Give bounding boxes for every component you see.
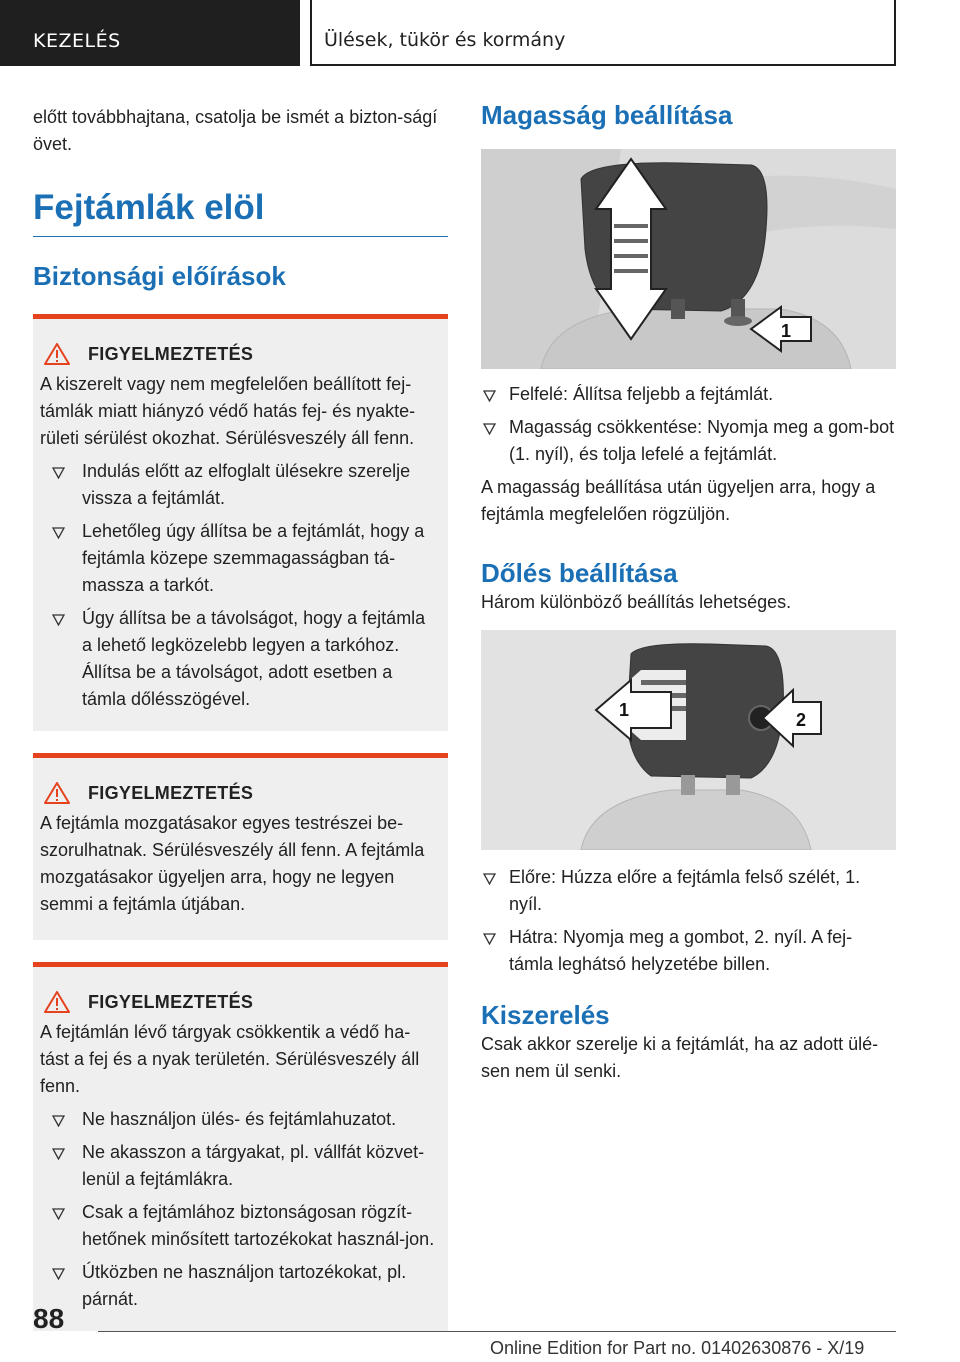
warning-list	[40, 458, 438, 713]
list-item	[40, 1106, 438, 1133]
list-item-text: Ne akasszon a tárgyakat, pl. vállfát közvet-lenül a fejtámlákra.	[82, 1142, 425, 1189]
page-number: 88	[33, 1303, 65, 1334]
right-column	[481, 100, 896, 1085]
intro-text: előtt továbbhajtana, csatolja be ismét a bizton-ságí övet.	[33, 107, 438, 154]
list-item	[481, 381, 896, 408]
list-item	[481, 414, 896, 468]
list-item-text: Indulás előtt az elfoglalt ülésekre szerelje vissza a fejtámlát.	[82, 461, 411, 508]
list-item	[40, 1259, 438, 1313]
bullet-triangle-icon	[483, 423, 496, 435]
tilt-title: Dőlés beállítása	[481, 558, 678, 588]
height-list	[481, 381, 896, 468]
warning-box	[33, 314, 448, 731]
left-column	[33, 104, 448, 1331]
removal-text: Csak akkor szerelje ki a fejtámlát, ha az adott ülé-sen nem ül senki.	[481, 1034, 879, 1081]
list-item-text: Felfelé: Állítsa feljebb a fejtámlát.	[509, 384, 774, 404]
warning-heading	[40, 782, 438, 804]
warning-text: A kiszerelt vagy nem megfelelően beállított fej-támlák miatt hiányzó védő hatás fej- és nyakte-rületi sérülést okozhat. Sérülésveszély áll fenn.	[40, 374, 416, 448]
warning-text: A fejtámla mozgatásakor egyes testrészei be-szorulhatnak. Sérülésveszély áll fenn. A fejtámla mozgatásakor ügyeljen arra, hogy ne legyen semmi a fejtámla útjában.	[40, 813, 425, 914]
list-item-text: Előre: Húzza előre a fejtámla felső szélét, 1. nyíl.	[509, 867, 861, 914]
list-item-text: Hátra: Nyomja meg a gombot, 2. nyíl. A fej-támla leghátsó helyzetébe billen.	[509, 927, 853, 974]
list-item	[481, 924, 896, 978]
bullet-triangle-icon	[52, 1148, 65, 1160]
header-chapter: Ülések, tükör és kormány	[310, 0, 896, 66]
warning-text: A fejtámlán lévő tárgyak csökkentik a védő ha-tást a fej és a nyak területén. Sérülésveszély áll fenn.	[40, 1022, 420, 1096]
tilt-intro: Három különböző beállítás lehetséges.	[481, 592, 792, 612]
bullet-triangle-icon	[52, 1268, 65, 1280]
bullet-triangle-icon	[52, 467, 65, 479]
warning-triangle-icon	[44, 991, 70, 1013]
height-note: A magasság beállítása után ügyeljen arra, hogy a fejtámla megfelelően rögzüljön.	[481, 477, 876, 524]
list-item-text: Lehetőleg úgy állítsa be a fejtámlát, hogy a fejtámla közepe szemmagasságban tá-massza a tarkót.	[82, 521, 425, 595]
warning-title: FIGYELMEZTETÉS	[88, 991, 254, 1012]
list-item	[40, 1139, 438, 1193]
footer-divider	[98, 1331, 896, 1332]
footer-edition: Online Edition for Part no. 01402630876 - X/19	[490, 1338, 865, 1358]
warning-list	[40, 1106, 438, 1313]
headrest-height-illustration	[481, 149, 896, 369]
list-item-text: Csak a fejtámlához biztonságosan rögzít-hetőnek minősített tartozékokat használ-jon.	[82, 1202, 435, 1249]
list-item-text: Ne használjon ülés- és fejtámlahuzatot.	[82, 1109, 397, 1129]
figure-label: 1	[781, 321, 792, 341]
bullet-triangle-icon	[52, 1115, 65, 1127]
bullet-triangle-icon	[52, 1208, 65, 1220]
warning-title: FIGYELMEZTETÉS	[88, 343, 254, 364]
tilt-list	[481, 864, 896, 978]
list-item-text: Útközben ne használjon tartozékokat, pl. párnát.	[82, 1262, 407, 1309]
bullet-triangle-icon	[52, 527, 65, 539]
warning-title: FIGYELMEZTETÉS	[88, 782, 254, 803]
list-item-text: Magasság csökkentése: Nyomja meg a gom-bot (1. nyíl), és tolja lefelé a fejtámlát.	[509, 417, 895, 464]
height-title: Magasság beállítása	[481, 100, 733, 130]
list-item	[40, 518, 438, 599]
bullet-triangle-icon	[52, 614, 65, 626]
list-item	[40, 605, 438, 713]
headrest-tilt-illustration	[481, 630, 896, 850]
header-section: KEZELÉS	[0, 0, 300, 66]
list-item	[40, 458, 438, 512]
list-item	[481, 864, 896, 918]
subsection-title: Biztonsági előírások	[33, 261, 286, 291]
warning-heading	[40, 343, 438, 365]
section-title: Fejtámlák elöl	[33, 188, 448, 237]
warning-box	[33, 962, 448, 1331]
bullet-triangle-icon	[483, 390, 496, 402]
list-item	[40, 1199, 438, 1253]
warning-heading	[40, 991, 438, 1013]
warning-triangle-icon	[44, 782, 70, 804]
removal-title: Kiszerelés	[481, 1000, 610, 1030]
bullet-triangle-icon	[483, 933, 496, 945]
figure-label: 1	[619, 700, 630, 720]
tilt-adjust-figure	[481, 630, 896, 850]
bullet-triangle-icon	[483, 873, 496, 885]
warning-triangle-icon	[44, 343, 70, 365]
list-item-text: Úgy állítsa be a távolságot, hogy a fejtámla a lehető legközelebb legyen a tarkóhoz. Állítsa be a távolságot, adott esetben a támla dőlésszögével.	[82, 608, 426, 709]
height-adjust-figure	[481, 149, 896, 369]
figure-label: 2	[796, 710, 807, 730]
warning-box	[33, 753, 448, 940]
